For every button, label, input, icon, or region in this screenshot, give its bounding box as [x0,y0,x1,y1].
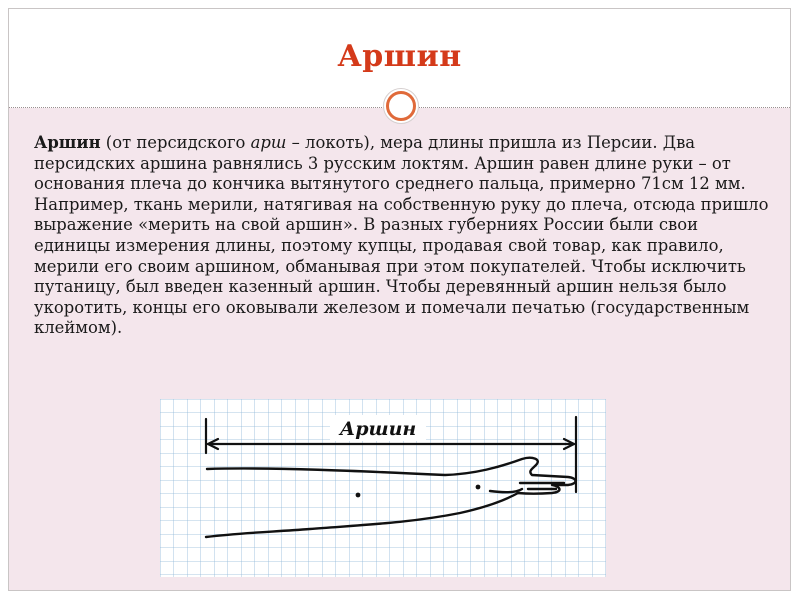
slide-title: Аршин [337,39,462,74]
body-paragraph [34,133,774,339]
arm-mark-wrist [476,485,481,490]
figure-caption: Аршин [339,418,417,440]
circle-ring-inner [386,91,416,121]
italic-word: арш [250,133,287,152]
text-before-italic: (от персидского [100,133,251,152]
text-after-italic: – локоть), мера длины пришла из Персии. Два персидских аршина равнялись 3 русским локтям. Аршин равен длине руки – от основания плеча до кончика вытянутого среднего пальца, примерно 71см 12 мм. Например, ткань мерили, натягивая на собственную руку до плеча, отсюда пришло выражение «мерить на свой аршин». В разных губерниях России были свои единицы измерения длины, поэтому купцы, продавая свой товар, как правило, мерили его своим аршином, обманывая при этом покупателей. Чтобы исключить путаницу, был введен казенный аршин. Чтобы деревянный аршин нельзя было укоротить, концы его оковывали железом и помечали печатью (государственным клеймом). [34,133,769,338]
arm-mark-elbow [356,493,361,498]
term: Аршин [34,133,101,152]
arshin-illustration [160,399,606,577]
